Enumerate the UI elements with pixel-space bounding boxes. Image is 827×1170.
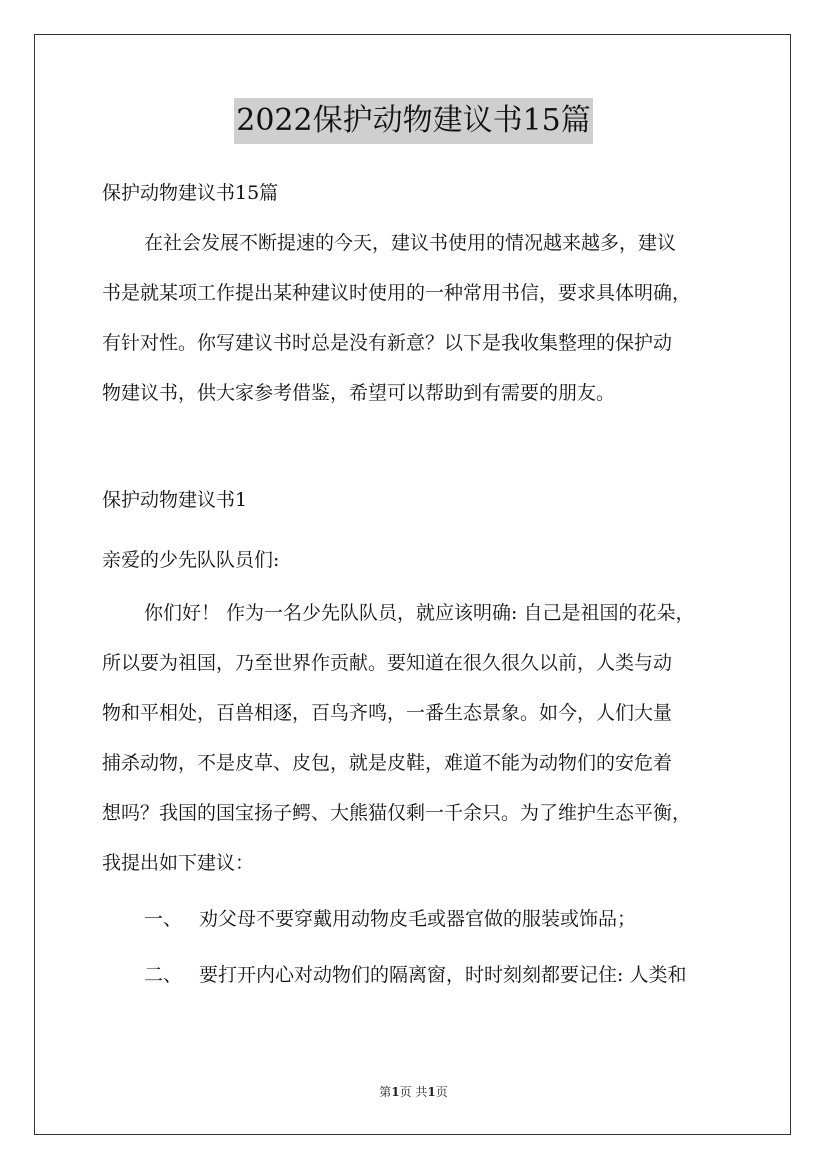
intro-line: 书是就某项工作提出某种建议时使用的一种常用书信，要求具体明确， [102,282,692,304]
suggestion-list [102,894,727,1000]
body-line: 捕杀动物，不是皮草、皮包，就是皮鞋，难道不能为动物们的安危着 [102,752,673,774]
title-container [0,98,827,144]
footer-total-pages: 1 [427,1085,436,1099]
intro-line: 物建议书，供大家参考借鉴，希望可以帮助到有需要的朋友。 [102,382,616,404]
body-paragraph [102,588,727,888]
footer-prefix: 第 [379,1085,392,1099]
body-line: 所以要为祖国，乃至世界作贡献。要知道在很久很久以前，人类与动 [102,652,673,674]
section-heading: 保护动物建议书1 [102,489,248,511]
intro-line: 在社会发展不断提速的今天，建议书使用的情况越来越多，建议 [144,232,677,254]
page-footer [0,1083,827,1100]
list-item [102,950,727,1000]
body-line: 物和平相处，百兽相逐，百鸟齐鸣，一番生态景象。如今，人们大量 [102,702,673,724]
list-item-text: 劝父母不要穿戴用动物皮毛或器官做的服装或饰品； [199,908,637,930]
intro-paragraph [102,218,727,418]
salutation: 亲爱的少先队队员们: [102,549,280,571]
document-title: 2022保护动物建议书15篇 [234,98,593,144]
body-line: 我提出如下建议： [102,852,255,874]
footer-page-number: 1 [391,1085,400,1099]
intro-line: 有针对性。你写建议书时总是没有新意？以下是我收集整理的保护动 [102,332,673,354]
list-item [102,894,727,944]
list-item-number: 二、 [144,964,183,986]
body-line: 想吗？我国的国宝扬子鳄、大熊猫仅剩一千余只。为了维护生态平衡， [102,802,692,824]
body-line: 你们好！ 作为一名少先队队员，就应该明确: 自己是祖国的花朵， [144,602,695,624]
list-item-text: 要打开内心对动物们的隔离窗，时时刻刻都要记住: 人类和 [199,964,687,986]
document-body [102,176,727,1000]
subtitle: 保护动物建议书15篇 [102,182,279,204]
footer-mid: 页 共 [399,1085,428,1099]
footer-suffix: 页 [435,1085,448,1099]
list-item-number: 一、 [144,908,183,930]
